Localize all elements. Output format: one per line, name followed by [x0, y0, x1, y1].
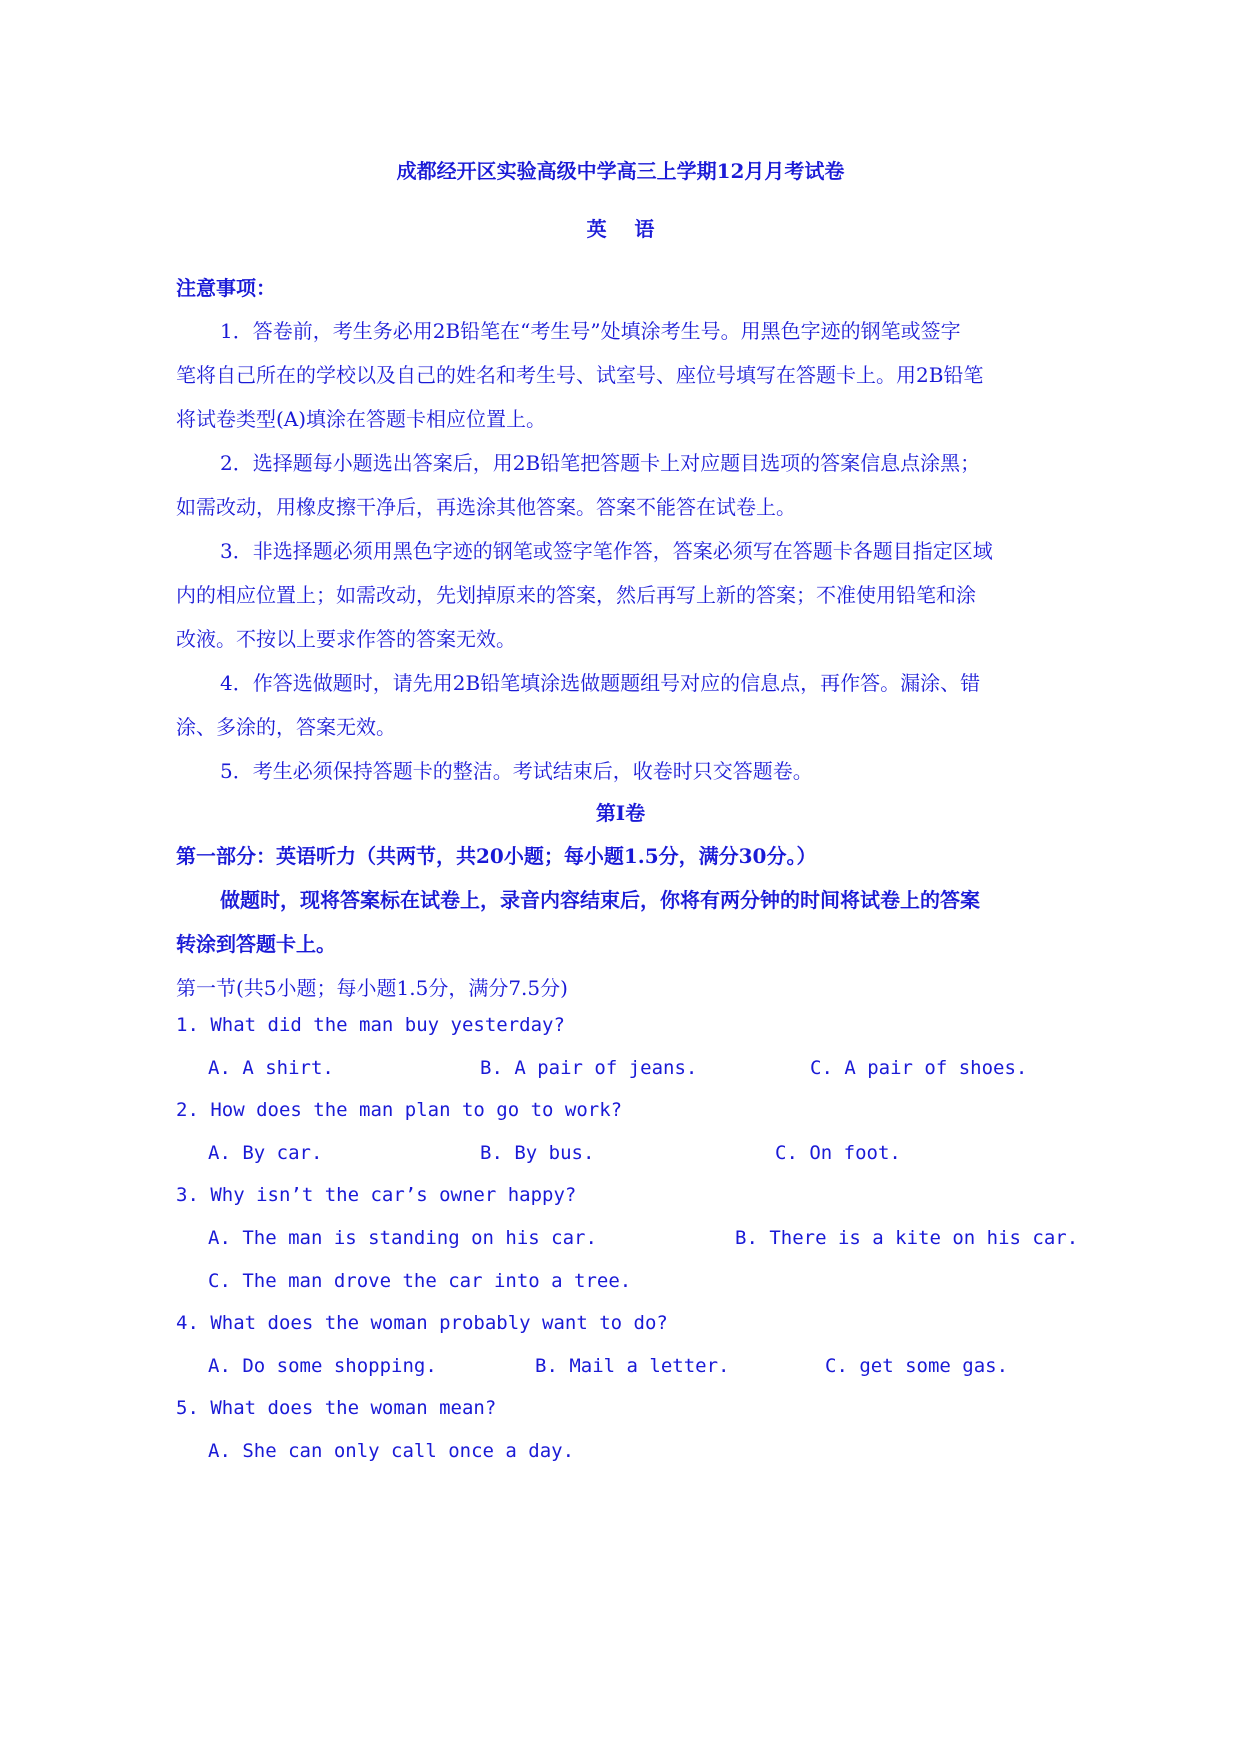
notice-line: 改液。不按以上要求作答的答案无效。	[176, 627, 516, 651]
question-5: 5. What does the woman mean?	[176, 1397, 497, 1419]
option-2a: A. By car.	[208, 1142, 323, 1164]
notice-line: 2．选择题每小题选出答案后，用2B铅笔把答题卡上对应题目选项的答案信息点涂黑；	[220, 451, 981, 475]
question-2: 2. How does the man plan to go to work?	[176, 1099, 623, 1121]
notice-line: 1．答卷前，考生务必用2B铅笔在“考生号”处填涂考生号。用黑色字迹的钢笔或签字	[220, 319, 961, 343]
option-2b: B. By bus.	[480, 1142, 595, 1164]
option-1c: C. A pair of shoes.	[810, 1057, 1028, 1079]
exam-title: 成都经开区实验高级中学高三上学期12月月考试卷	[396, 159, 845, 183]
question-1: 1. What did the man buy yesterday?	[176, 1014, 565, 1036]
notice-line: 将试卷类型(A)填涂在答题卡相应位置上。	[176, 407, 547, 431]
notice-heading: 注意事项：	[176, 276, 276, 300]
option-5a: A. She can only call once a day.	[208, 1440, 575, 1462]
subject-title: 英 语	[586, 217, 655, 241]
option-4c: C. get some gas.	[825, 1355, 1009, 1377]
section1-heading: 第一节(共5小题；每小题1.5分，满分7.5分)	[176, 976, 568, 1000]
notice-line: 4．作答选做题时，请先用2B铅笔填涂选做题题组号对应的信息点，再作答。漏涂、错	[220, 671, 981, 695]
part1-instruction: 做题时，现将答案标在试卷上，录音内容结束后，你将有两分钟的时间将试卷上的答案	[220, 888, 980, 912]
part1-instruction: 转涂到答题卡上。	[176, 932, 336, 956]
option-4b: B. Mail a letter.	[535, 1355, 730, 1377]
question-3: 3. Why isn’t the car’s owner happy?	[176, 1184, 577, 1206]
option-1a: A. A shirt.	[208, 1057, 334, 1079]
notice-line: 笔将自己所在的学校以及自己的姓名和考生号、试室号、座位号填写在答题卡上。用2B铅笔	[176, 363, 984, 387]
notice-line: 5．考生必须保持答题卡的整洁。考试结束后，收卷时只交答题卷。	[220, 759, 813, 783]
option-3c: C. The man drove the car into a tree.	[208, 1270, 632, 1292]
notice-line: 如需改动，用橡皮擦干净后，再选涂其他答案。答案不能答在试卷上。	[176, 495, 796, 519]
option-3b: B. There is a kite on his car.	[735, 1227, 1079, 1249]
notice-line: 涂、多涂的，答案无效。	[176, 715, 396, 739]
notice-line: 3．非选择题必须用黑色字迹的钢笔或签字笔作答，答案必须写在答题卡各题目指定区域	[220, 539, 993, 563]
notice-line: 内的相应位置上；如需改动，先划掉原来的答案，然后再写上新的答案；不准使用铅笔和涂	[176, 583, 976, 607]
volume-title: 第Ⅰ卷	[595, 801, 646, 825]
option-4a: A. Do some shopping.	[208, 1355, 437, 1377]
option-3a: A. The man is standing on his car.	[208, 1227, 597, 1249]
option-1b: B. A pair of jeans.	[480, 1057, 698, 1079]
question-4: 4. What does the woman probably want to do?	[176, 1312, 668, 1334]
option-2c: C. On foot.	[775, 1142, 901, 1164]
part1-heading: 第一部分：英语听力（共两节，共20小题；每小题1.5分，满分30分。）	[176, 844, 817, 868]
